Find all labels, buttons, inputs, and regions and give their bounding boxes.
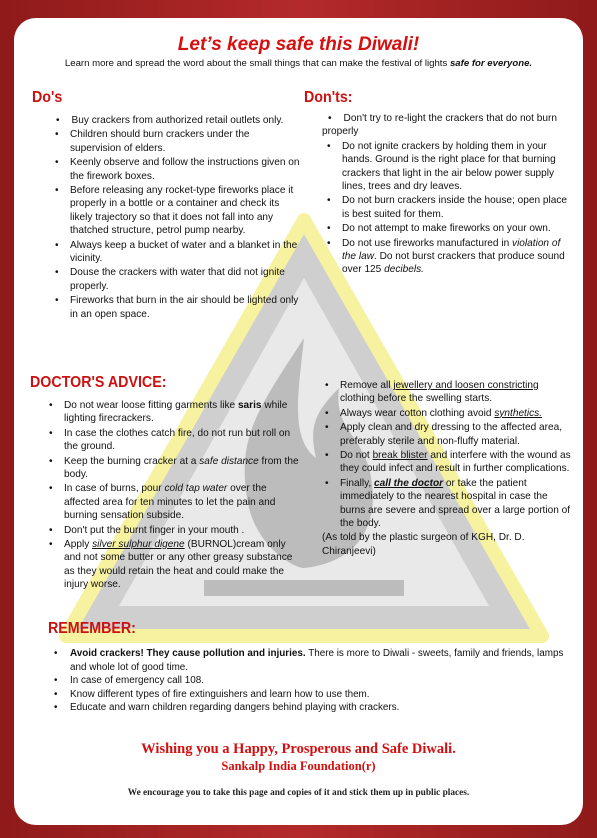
list-item: • Do not use fireworks manufactured in violation of the law. Do not burst crackers that produce sound over 125 decibels. — [327, 237, 565, 276]
list-item: • Do not attempt to make fireworks on your own. — [327, 223, 551, 235]
list-item: • Do not burn crackers inside the house; open place is best suited for them. — [327, 195, 568, 220]
doctor-list-left — [44, 399, 302, 593]
dos-heading: Do's — [32, 89, 63, 106]
list-item: • Do not ignite crackers by holding them in your hands. Ground is the right place for that burning crackers that light in the air below power supply lines, trees and dry leaves. — [327, 140, 556, 193]
list-item: • Douse the crackers with water that did not ignite properly. — [55, 267, 285, 292]
list-item: • Always keep a bucket of water and a blanket in the vicinity. — [55, 239, 298, 265]
list-item: • Always wear cotton clothing avoid synthetics. — [325, 407, 542, 419]
list-item: • In case of burns, pour cold tap water over the affected area for ten minutes to let the pain and burning sensation subside. — [49, 483, 276, 522]
list-item: • In case of emergency call 108. — [54, 675, 204, 687]
list-item: • Apply clean and dry dressing to the affected area, preferably sterile and non-fluffy material. — [325, 422, 563, 447]
list-item: • Fireworks that burn in the air should be lighted only in an open space. — [55, 295, 299, 320]
page-title: Let’s keep safe this Diwali! — [177, 34, 420, 55]
list-item: • Buy crackers from authorized retail outlets only. — [56, 115, 284, 126]
footer-wish: Wishing you a Happy, Prosperous and Safe Diwali. — [141, 741, 456, 757]
list-item: • Don't put the burnt finger in your mouth . — [49, 524, 245, 536]
dos-list — [50, 114, 302, 322]
footer-organization: Sankalp India Foundation(r) — [221, 759, 376, 773]
doctor-attribution: (As told by the plastic surgeon of KGH, Dr. D. Chiranjeevi) — [322, 532, 525, 557]
list-item: • Avoid crackers! They cause pollution and injuries. There is more to Diwali - sweets, family and friends, lamps and whole lot of good time. — [54, 648, 564, 673]
list-item: • Do not break blister and interfere with the wound as they could infect and result in further complications. — [325, 450, 571, 475]
remember-heading: REMEMBER: — [48, 620, 136, 637]
list-item: • Know different types of fire extinguishers and learn how to use them. — [54, 688, 370, 700]
list-item: • Before releasing any rocket-type fireworks place it properly in a bottle or a container and check its likely trajectory so that it does not fall into any thatched structure, petrol pump nearby. — [55, 185, 294, 237]
list-item: • Apply silver sulphur digene (BURNOL)cream only and not some butter or any other greasy substance as they would retain the heat and could make the injury worse. — [49, 539, 293, 591]
footer-encourage: We encourage you to take this page and copies of it and stick them up in public places. — [127, 788, 470, 798]
doctor-heading: DOCTOR'S ADVICE: — [30, 374, 167, 391]
list-item: • Remove all jewellery and loosen constricting clothing before the swelling starts. — [325, 380, 539, 405]
list-item: • Keep the burning cracker at a safe distance from the body. — [49, 455, 299, 481]
donts-list — [322, 112, 572, 278]
list-item: • In case the clothes catch fire, do not run but roll on the ground. — [49, 427, 291, 453]
list-item: • Don't try to re-light the crackers that do not burn properly — [322, 113, 557, 138]
page-subtitle: Learn more and spread the word about the small things that can make the festival of lights safe for everyone. — [64, 58, 533, 69]
list-item: • Children should burn crackers under the supervision of elders. — [55, 129, 250, 154]
list-item: • Keenly observe and follow the instructions given on the firework boxes. — [55, 157, 300, 182]
remember-list — [52, 647, 572, 715]
doctor-list-right — [320, 379, 572, 559]
list-item: • Educate and warn children regarding dangers behind playing with crackers. — [54, 702, 400, 714]
list-item: • Do not wear loose fitting garments like saris while lighting firecrackers. — [49, 400, 288, 425]
poster-card — [14, 18, 583, 825]
list-item: • Finally, call the doctor or take the patient immediately to the nearest hospital in case the burns are severe and spread over a large portion of the body. — [325, 477, 571, 530]
donts-heading: Don'ts: — [304, 89, 353, 106]
poster-content — [14, 18, 583, 825]
